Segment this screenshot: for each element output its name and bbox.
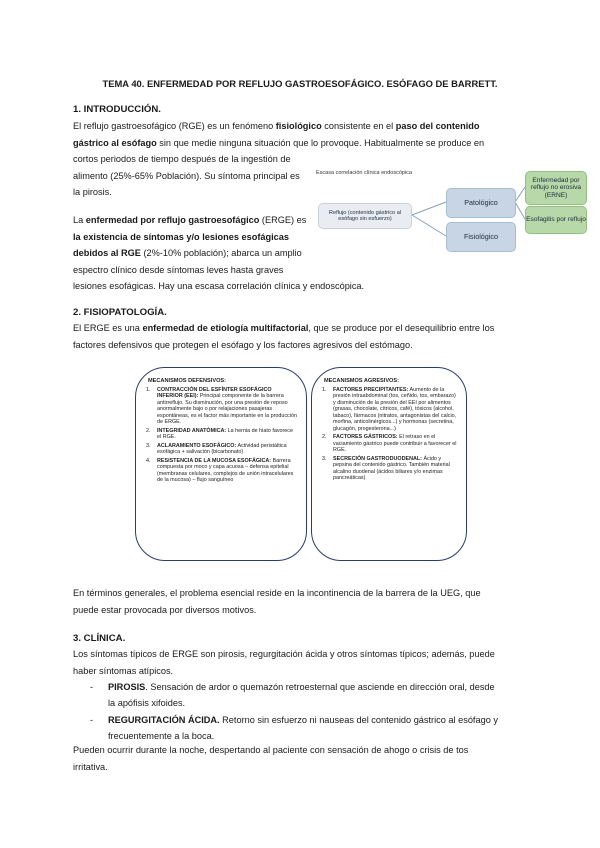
- mechanism-item: [144, 458, 298, 484]
- clinica-paragraph: [73, 646, 543, 679]
- mechanism-title: CONTRACCIÓN DEL ESFÍNTER ESOFÁGICO INFERIOR (EEI):: [157, 386, 272, 399]
- list-item-pirosis: [73, 679, 543, 712]
- mechanism-text: El retraso en el vaciamiento gástrico puede contribuir a favorecer el RGE.: [333, 434, 457, 453]
- text-line: la apófisis xifoides.: [108, 698, 186, 709]
- bold-run: enfermedad por reflujo gastroesofágico: [85, 215, 260, 225]
- text-line: alimento (25%-65% Población). Su síntoma principal es: [73, 170, 300, 181]
- section-heading-clinica: 3. CLÍNICA.: [73, 633, 126, 644]
- text-line: puede estar provocada por diversos motivos.: [73, 604, 257, 615]
- text-run: El ERGE es una: [73, 323, 143, 333]
- connector-line: [515, 187, 525, 202]
- mechanism-title: INTEGRIDAD ANATÓMICA:: [157, 427, 227, 434]
- defensive-mechanisms-content: [144, 378, 298, 486]
- text-line: Los síntomas típicos de ERGE son pirosis, regurgitación ácida y otros síntomas típicos; además, puede: [73, 649, 495, 659]
- text-line: la pirosis.: [73, 187, 112, 198]
- diagram-caption: Escasa correlación clínica endoscópica: [316, 170, 412, 176]
- symptom-list: [73, 679, 543, 745]
- mechanism-item: [144, 428, 298, 441]
- text-line: irritativa.: [73, 761, 108, 772]
- text-line: [108, 679, 543, 695]
- mechanism-number: 2.: [146, 427, 151, 434]
- list-dash: -: [90, 714, 94, 725]
- text-run: El reflujo gastroesofágico (RGE) es un fenómeno: [73, 121, 276, 131]
- mechanism-number: 3.: [322, 455, 327, 462]
- reflux-classification-diagram: [316, 170, 588, 260]
- ueg-paragraph: [73, 585, 543, 618]
- text-line: En términos generales, el problema esencial reside en la incontinencia de la barrera de la UEG, que: [73, 588, 481, 598]
- document-title: TEMA 40. ENFERMEDAD POR REFLUJO GASTROESOFÁGICO. ESÓFAGO DE BARRETT.: [102, 78, 498, 89]
- section-heading-fisiopatologia: 2. FISIOPATOLOGÍA.: [73, 307, 167, 318]
- mechanism-number: 1.: [322, 386, 327, 393]
- mechanism-number: 3.: [146, 442, 151, 449]
- list-item-regurgitacion: [73, 712, 543, 745]
- text-run: consistente en el: [321, 121, 396, 131]
- node-fisiologico: Fisiológico: [446, 222, 516, 252]
- text-line: Pueden ocurrir durante la noche, despertando al paciente con sensación de ahogo o crisis de tos: [73, 745, 469, 755]
- text-line: factores defensivos que protegen el esófago y los factores agresivos del estómago.: [73, 339, 413, 350]
- text-run: , que se produce por el desequilibrio entre los: [308, 323, 495, 333]
- mechanism-text: Ácido y pepsina del contenido gástrico. También material alcalino duodenal (ácidos biliares y/o enzimas pancreáticas): [333, 455, 450, 481]
- bold-run: la existencia de síntomas y/o lesiones esofágicas: [73, 231, 290, 242]
- text-run: (ERGE) es: [259, 215, 307, 225]
- defensive-mechanisms-title: MECANISMOS DEFENSIVOS:: [148, 378, 227, 384]
- mechanism-item: [320, 387, 458, 433]
- bold-run: paso del contenido: [395, 121, 480, 131]
- fisiopatologia-paragraph: [73, 320, 543, 353]
- text-line: espectro clínico desde síntomas leves hasta graves: [73, 264, 284, 275]
- text-line: cortos periodos de tiempo después de la ingestión de: [73, 154, 291, 165]
- mechanism-title: FACTORES GÁSTRICOS:: [333, 434, 398, 440]
- text-line: [73, 135, 533, 152]
- mechanism-item: [144, 443, 298, 456]
- text-run: Retorno sin esfuerzo ni nauseas del contenido gástrico al esófago y: [219, 714, 498, 725]
- connector-line: [412, 215, 446, 236]
- connector-line: [515, 202, 525, 219]
- text-line: [73, 320, 543, 337]
- mechanism-title: RESISTENCIA DE LA MUCOSA ESOFÁGICA:: [157, 457, 272, 464]
- mechanism-title: ACLARAMIENTO ESOFÁGICO:: [157, 442, 237, 449]
- defensive-mechanisms-box: [135, 367, 307, 561]
- mechanism-number: 1.: [146, 386, 151, 393]
- mechanism-text: La hernia de hiato favorece el RGE.: [157, 427, 294, 440]
- node-patologico: Patológico: [446, 188, 516, 218]
- aggressive-mechanisms-title: MECANISMOS AGRESIVOS:: [324, 378, 400, 384]
- node-reflujo: Reflujo (contenido gástrico al esófago sin esfuerzo): [318, 203, 412, 229]
- section-heading-introduccion: 1. INTRODUCCIÓN.: [73, 104, 161, 115]
- text-run: La: [73, 215, 86, 225]
- mechanism-text: Principal componente de la barrera antirreflujo. Su disminución, por una presión de reposo anormalmente bajo o por relajaciones pasajeras espontáneas, es el factor más importante en la producción de ERGE.: [157, 393, 297, 425]
- clinica-closing-paragraph: [73, 742, 543, 775]
- node-erne: Enfermedad por reflujo no erosiva (ERNE): [525, 171, 587, 205]
- node-esofagitis: Esofagitis por reflujo: [525, 206, 587, 234]
- bold-run: gástrico al esófago: [73, 137, 157, 148]
- text-line: haber síntomas atípicos.: [73, 665, 174, 676]
- mechanism-text: Actividad peristáltica esofágica + salivación (bicarbonato): [157, 442, 287, 455]
- mechanism-number: 4.: [146, 457, 151, 464]
- mechanisms-diagram: [135, 367, 467, 563]
- list-dash: -: [90, 682, 94, 692]
- mechanism-title: FACTORES PRECIPITANTES:: [333, 386, 409, 393]
- text-line: [73, 118, 533, 135]
- mechanism-item: [320, 456, 458, 482]
- mechanism-text: Aumento de la presión intraabdominal (tos, ceñido, tos, embarazo) y disminución de la presión del EEI por alimentos (grasas, chocolate, cítricos, café), tóxicos (alcohol, tabaco), fármacos (nitratos, antagonistas del calcio, morfina, anticolinérgicos...) y hormonas (secretina, glucagón, progesterona...): [333, 386, 457, 432]
- aggressive-mechanisms-content: [320, 378, 458, 484]
- text-run: (2%-10% población); abarca un amplio: [140, 248, 302, 259]
- aggressive-mechanisms-box: [311, 367, 467, 561]
- text-line: lesiones esofágicas. Hay una escasa correlación clínica y endoscópica.: [73, 281, 365, 292]
- mechanism-item: [320, 434, 458, 454]
- bold-run: debidos al RGE: [73, 248, 141, 259]
- text-line: frecuentemente a la boca.: [108, 731, 215, 742]
- bold-run: enfermedad de etiología multifactorial: [142, 323, 309, 333]
- mechanism-title: SECRECIÓN GASTRODUODENAL:: [333, 455, 422, 462]
- text-line: [108, 712, 543, 728]
- bold-run: PIROSIS: [108, 682, 146, 692]
- mechanism-number: 2.: [322, 434, 327, 440]
- bold-run: fisiológico: [275, 121, 322, 131]
- mechanism-item: [144, 387, 298, 426]
- mechanism-text: Barrera compuesta por moco y capa acuosa – defensa epitelial (membranas celulares, complejos de unión intracelulares de la mucosa) – flujo sanguíneo: [157, 457, 294, 483]
- bold-run: REGURGITACIÓN ÁCIDA.: [108, 714, 220, 725]
- text-run: . Sensación de ardor o quemazón retroesternal que asciende en dirección oral, desde: [145, 682, 495, 692]
- connector-line: [412, 202, 446, 215]
- text-run: sin que medie ninguna situación que lo provoque. Habitualmente se produce en: [156, 137, 485, 148]
